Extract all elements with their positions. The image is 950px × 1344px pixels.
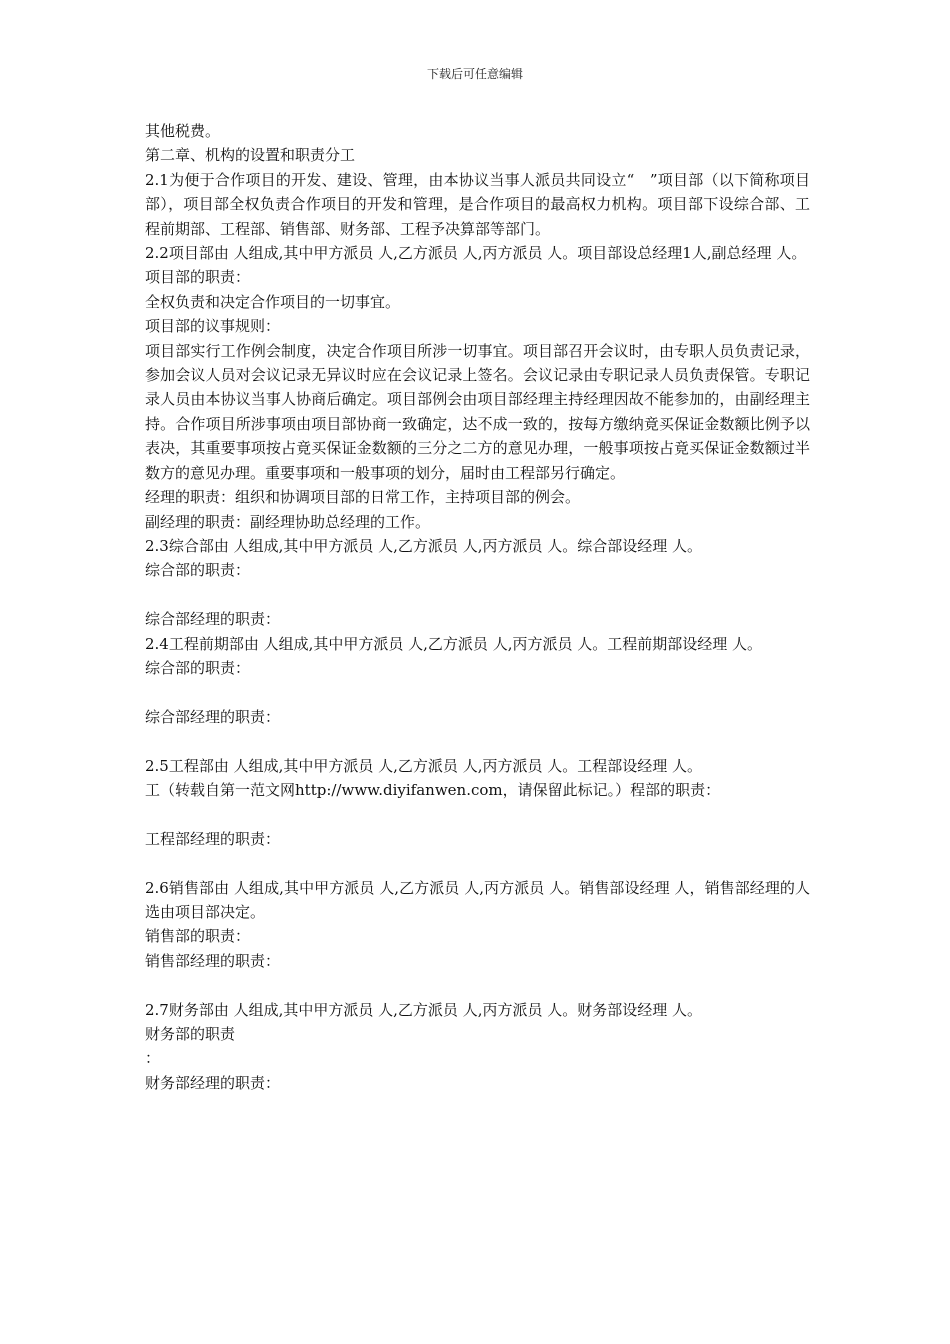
paragraph: 2.6销售部由 人组成,其中甲方派员 人,乙方派员 人,丙方派员 人。销售部设经理 人，销售部经理的人选由项目部决定。 bbox=[145, 878, 810, 921]
blank-line bbox=[145, 583, 810, 607]
paragraph: 工（转载自第一范文网http://www.diyifanwen.com，请保留此标记。）程部的职责： bbox=[145, 780, 721, 799]
paragraph: 项目部实行工作例会制度，决定合作项目所涉一切事宜。项目部召开会议时，由专职人员负责记录，参加会议人员对会议记录无异议时应在会议记录上签名。会议记录由专职记录人员负责保管。专职记录人员由本协议当事人协商后确定。项目部例会由项目部经理主持经理因故不能参加的，由副经理主持。合作项目所涉事项由项目部协商一致确定，达不成一致的，按每方缴纳竟买保证金数额比例予以表决，其重要事项按占竟买保证金数额的三分之二方的意见办理，一般事项按占竟买保证金数额过半数方的意见办理。重要事项和一般事项的划分，届时由工程部另行确定。 bbox=[145, 341, 810, 482]
paragraph: 2.5工程部由 人组成,其中甲方派员 人,乙方派员 人,丙方派员 人。工程部设经理 人。 bbox=[145, 756, 703, 775]
paragraph: 经理的职责：组织和协调项目部的日常工作，主持项目部的例会。 bbox=[145, 488, 581, 507]
paragraph: 销售部经理的职责： bbox=[145, 951, 281, 970]
paragraph: 2.3综合部由 人组成,其中甲方派员 人,乙方派员 人,丙方派员 人。综合部设经理 人。 bbox=[145, 536, 703, 555]
paragraph: 项目部的议事规则： bbox=[145, 317, 281, 336]
paragraph: 综合部的职责： bbox=[145, 561, 251, 580]
paragraph: ： bbox=[145, 1049, 161, 1068]
blank-line bbox=[145, 973, 810, 997]
paragraph: 综合部的职责： bbox=[145, 658, 251, 677]
chapter-heading: 第二章、机构的设置和职责分工 bbox=[145, 146, 356, 165]
paragraph: 2.1为便于合作项目的开发、建设、管理，由本协议当事人派员共同设立“ ”项目部（以下简称项目部），项目部全权负责合作项目的开发和管理，是合作项目的最高权力机构。项目部下设综合部、工程前期部、工程部、销售部、财务部、工程予决算部等部门。 bbox=[145, 170, 810, 238]
paragraph: 全权负责和决定合作项目的一切事宜。 bbox=[145, 292, 401, 311]
blank-line bbox=[145, 680, 810, 704]
paragraph: 其他税费。 bbox=[145, 122, 221, 140]
paragraph: 综合部经理的职责： bbox=[145, 707, 281, 726]
blank-line bbox=[145, 729, 810, 753]
paragraph: 2.4工程前期部由 人组成,其中甲方派员 人,乙方派员 人,丙方派员 人。工程前期部设经理 人。 bbox=[145, 634, 763, 653]
paragraph: 2.7财务部由 人组成,其中甲方派员 人,乙方派员 人,丙方派员 人。财务部设经理 人。 bbox=[145, 1000, 703, 1019]
blank-line bbox=[145, 851, 810, 875]
paragraph: 副经理的职责：副经理协助总经理的工作。 bbox=[145, 512, 431, 531]
paragraph: 财务部经理的职责： bbox=[145, 1073, 281, 1092]
paragraph: 2.2项目部由 人组成,其中甲方派员 人,乙方派员 人,丙方派员 人。项目部设总经理1人,副总经理 人。 bbox=[145, 244, 807, 263]
blank-line bbox=[145, 802, 810, 826]
paragraph: 综合部经理的职责： bbox=[145, 610, 281, 629]
paragraph: 项目部的职责： bbox=[145, 268, 251, 287]
page-header: 下载后可任意编辑 bbox=[426, 67, 523, 81]
paragraph: 财务部的职责 bbox=[145, 1024, 236, 1043]
paragraph: 销售部的职责： bbox=[145, 927, 251, 946]
paragraph: 工程部经理的职责： bbox=[145, 829, 281, 848]
document-body bbox=[145, 119, 810, 1095]
